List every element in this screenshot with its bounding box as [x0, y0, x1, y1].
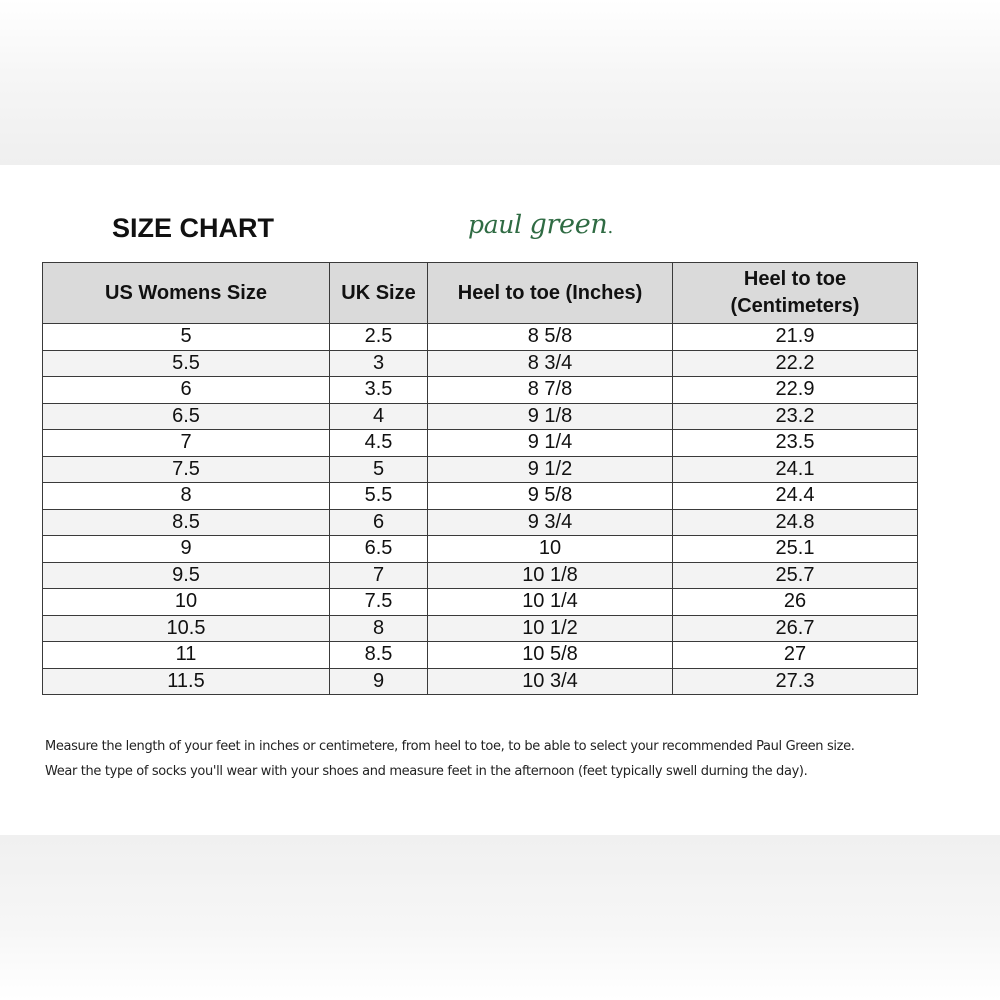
cell-heel-to-toe-inches: 10 1/8 — [428, 562, 673, 589]
cell-us-size: 8 — [43, 483, 330, 510]
cell-uk-size: 2.5 — [330, 324, 428, 351]
cell-heel-to-toe-inches: 9 3/4 — [428, 509, 673, 536]
table-row — [43, 430, 918, 457]
cell-heel-to-toe-inches: 9 5/8 — [428, 483, 673, 510]
cell-us-size: 7 — [43, 430, 330, 457]
cell-heel-to-toe-inches: 10 — [428, 536, 673, 563]
cell-uk-size: 3 — [330, 350, 428, 377]
cell-uk-size: 4 — [330, 403, 428, 430]
cell-heel-to-toe-inches: 10 1/4 — [428, 589, 673, 616]
cell-us-size: 11.5 — [43, 668, 330, 695]
cell-uk-size: 4.5 — [330, 430, 428, 457]
cell-uk-size: 8 — [330, 615, 428, 642]
cell-heel-to-toe-cm: 25.1 — [673, 536, 918, 563]
brand-word-paul: paul — [468, 210, 522, 239]
cell-us-size: 6 — [43, 377, 330, 404]
table-row — [43, 324, 918, 351]
table-row — [43, 403, 918, 430]
cell-us-size: 7.5 — [43, 456, 330, 483]
cell-uk-size: 5.5 — [330, 483, 428, 510]
table-header-row — [43, 263, 918, 324]
header-cm-line1: Heel to toe — [743, 268, 847, 290]
cell-us-size: 9 — [43, 536, 330, 563]
cell-heel-to-toe-cm: 27.3 — [673, 668, 918, 695]
cell-heel-to-toe-inches: 9 1/8 — [428, 403, 673, 430]
header-uk-size: UK Size — [330, 263, 428, 324]
table-row — [43, 483, 918, 510]
cell-us-size: 8.5 — [43, 509, 330, 536]
cell-heel-to-toe-cm: 27 — [673, 642, 918, 669]
cell-us-size: 5 — [43, 324, 330, 351]
cell-heel-to-toe-inches: 8 5/8 — [428, 324, 673, 351]
brand-dot: . — [607, 217, 613, 238]
bottom-background-band — [0, 835, 1000, 1000]
cell-uk-size: 7.5 — [330, 589, 428, 616]
table-row — [43, 615, 918, 642]
cell-uk-size: 6.5 — [330, 536, 428, 563]
table-row — [43, 456, 918, 483]
table-row — [43, 642, 918, 669]
cell-heel-to-toe-cm: 22.9 — [673, 377, 918, 404]
cell-heel-to-toe-cm: 25.7 — [673, 562, 918, 589]
cell-heel-to-toe-inches: 9 1/2 — [428, 456, 673, 483]
cell-heel-to-toe-cm: 22.2 — [673, 350, 918, 377]
size-chart-card — [0, 165, 1000, 835]
cell-uk-size: 7 — [330, 562, 428, 589]
table-row — [43, 562, 918, 589]
footnote-line-2: Wear the type of socks you'll wear with your shoes and measure feet in the afternoon (feet typically swell durning the day). — [45, 764, 808, 779]
top-background-band — [0, 0, 1000, 165]
table-row — [43, 536, 918, 563]
cell-heel-to-toe-cm: 24.4 — [673, 483, 918, 510]
cell-heel-to-toe-inches: 8 3/4 — [428, 350, 673, 377]
cell-heel-to-toe-inches: 10 5/8 — [428, 642, 673, 669]
header-heel-to-toe-centimeters — [673, 263, 918, 324]
brand-word-green: green — [529, 209, 608, 240]
cell-us-size: 10 — [43, 589, 330, 616]
cell-heel-to-toe-inches: 10 3/4 — [428, 668, 673, 695]
table-row — [43, 377, 918, 404]
cell-us-size: 5.5 — [43, 350, 330, 377]
cell-heel-to-toe-cm: 26.7 — [673, 615, 918, 642]
cell-heel-to-toe-cm: 21.9 — [673, 324, 918, 351]
cell-heel-to-toe-inches: 9 1/4 — [428, 430, 673, 457]
cell-uk-size: 8.5 — [330, 642, 428, 669]
table-row — [43, 509, 918, 536]
header-cm-line2: (Centimeters) — [730, 295, 860, 317]
cell-us-size: 9.5 — [43, 562, 330, 589]
cell-us-size: 10.5 — [43, 615, 330, 642]
cell-uk-size: 5 — [330, 456, 428, 483]
cell-heel-to-toe-inches: 8 7/8 — [428, 377, 673, 404]
cell-us-size: 6.5 — [43, 403, 330, 430]
cell-heel-to-toe-cm: 26 — [673, 589, 918, 616]
cell-heel-to-toe-inches: 10 1/2 — [428, 615, 673, 642]
cell-us-size: 11 — [43, 642, 330, 669]
table-body — [43, 324, 918, 695]
footnote-line-1: Measure the length of your feet in inches or centimetere, from heel to toe, to be able to select your recommended Paul Green size. — [45, 739, 855, 754]
table-row — [43, 350, 918, 377]
cell-uk-size: 3.5 — [330, 377, 428, 404]
size-table — [42, 262, 918, 695]
table-row — [43, 668, 918, 695]
cell-heel-to-toe-cm: 23.5 — [673, 430, 918, 457]
cell-uk-size: 9 — [330, 668, 428, 695]
cell-heel-to-toe-cm: 24.1 — [673, 456, 918, 483]
size-chart-title: SIZE CHART — [112, 213, 274, 243]
cell-heel-to-toe-cm: 23.2 — [673, 403, 918, 430]
header-heel-to-toe-inches: Heel to toe (Inches) — [428, 263, 673, 324]
table-row — [43, 589, 918, 616]
header-us-womens-size: US Womens Size — [43, 263, 330, 324]
cell-uk-size: 6 — [330, 509, 428, 536]
cell-heel-to-toe-cm: 24.8 — [673, 509, 918, 536]
paul-green-logo — [468, 209, 613, 240]
